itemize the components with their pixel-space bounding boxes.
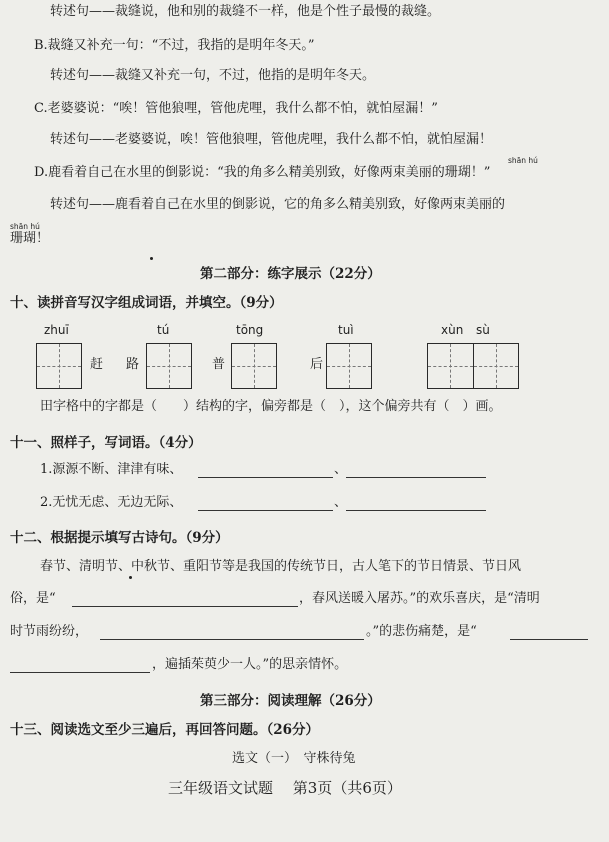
q10-title: 十、读拼音写汉字组成词语，并填空。（9分） [10,295,283,311]
char-pu: 普 [212,357,226,372]
ink-dot [129,576,132,579]
pinyin-su: sù [476,323,490,337]
q12-line-2b: ，春风送暖入屠苏。”的欢乐喜庆，是“清明 [299,591,540,606]
pinyin-tu: tú [157,323,170,337]
item-c-sentence: C.老婆婆说：“唉！管他狼哩，管他虎哩，我什么都不怕，就怕屋漏！” [34,101,438,116]
tianzige-box[interactable] [36,343,82,389]
tianzige-box[interactable] [146,343,192,389]
item-d-conversion: 转述句——鹿看着自己在水里的倒影说，它的角多么精美别致，好像两束美丽的 [50,197,506,212]
item-d-conversion-pinyin: shān hú [10,222,40,231]
page-footer: 三年级语文试题 第3页（共6页） [168,779,402,797]
q12-line-3a: 时节雨纷纷， [10,624,89,639]
passage-title: 选文（一） 守株待兔 [232,751,356,766]
char-hou: 后 [310,357,324,372]
ink-dot [150,257,153,260]
q10-fill-sentence: 田字格中的字都是（ ）结构的字，偏旁都是（ ），这个偏旁共有（ ）画。 [40,399,502,414]
q12-blank-3b[interactable] [10,672,150,673]
item-d-conversion-end: 珊瑚！ [10,231,50,246]
q11-item-1-blank-1[interactable] [198,477,333,478]
pinyin-zhui: zhuī [44,323,69,337]
q11-item-2-blank-2[interactable] [346,510,486,511]
item-b-conversion: 转述句——裁缝又补充一句，不过，他指的是明年冬天。 [50,68,376,83]
q11-item-2-blank-1[interactable] [198,510,333,511]
char-lu: 路 [126,357,140,372]
char-gan: 赶 [90,357,104,372]
item-d-pinyin: shān hú [508,156,538,165]
tianzige-box-double[interactable] [427,343,519,389]
item-c-conversion: 转述句——老婆婆说，唉！管他狼哩，管他虎哩，我什么都不怕，就怕屋漏！ [50,132,493,147]
pinyin-tui: tuì [338,323,354,337]
q12-title: 十二、根据提示填写古诗句。（9分） [10,530,229,546]
item-d-sentence: D.鹿看着自己在水里的倒影说：“我的角多么精美别致，好像两束美丽的珊瑚！” [34,165,491,180]
q12-line-3b: 。”的悲伤痛楚，是“ [366,624,477,639]
q12-blank-3a[interactable] [510,639,588,640]
q11-title: 十一、照样子，写词语。（4分） [10,435,202,451]
q12-line-1: 春节、清明节、中秋节、重阳节等是我国的传统节日，古人笔下的节日情景、节日风 [40,559,522,574]
pinyin-tong: tōng [236,323,264,337]
item-b-sentence: B.裁缝又补充一句：“不过，我指的是明年冬天。” [34,38,315,53]
q13-title: 十三、阅读选文至少三遍后，再回答问题。（26分） [10,722,320,738]
pinyin-xun: xùn [441,323,464,337]
q12-blank-1[interactable] [72,606,298,607]
q11-item-1: 1.源源不断、津津有味、 [40,462,183,477]
q11-item-1-blank-2[interactable] [346,477,486,478]
q11-item-1-sep: 、 [334,462,348,477]
tianzige-box[interactable] [326,343,372,389]
q12-line-2a: 俗，是“ [10,591,56,606]
q12-blank-2[interactable] [100,639,364,640]
q12-line-4: ，遍插茱萸少一人。”的思亲情怀。 [152,657,348,672]
q11-item-2: 2.无忧无虑、无边无际、 [40,495,183,510]
q11-item-2-sep: 、 [334,495,348,510]
tianzige-box[interactable] [231,343,277,389]
part2-heading: 第二部分：练字展示（22分） [200,266,381,282]
item-a-conversion: 转述句——裁缝说，他和别的裁缝不一样，他是个性子最慢的裁缝。 [50,4,441,19]
part3-heading: 第三部分：阅读理解（26分） [200,693,381,709]
